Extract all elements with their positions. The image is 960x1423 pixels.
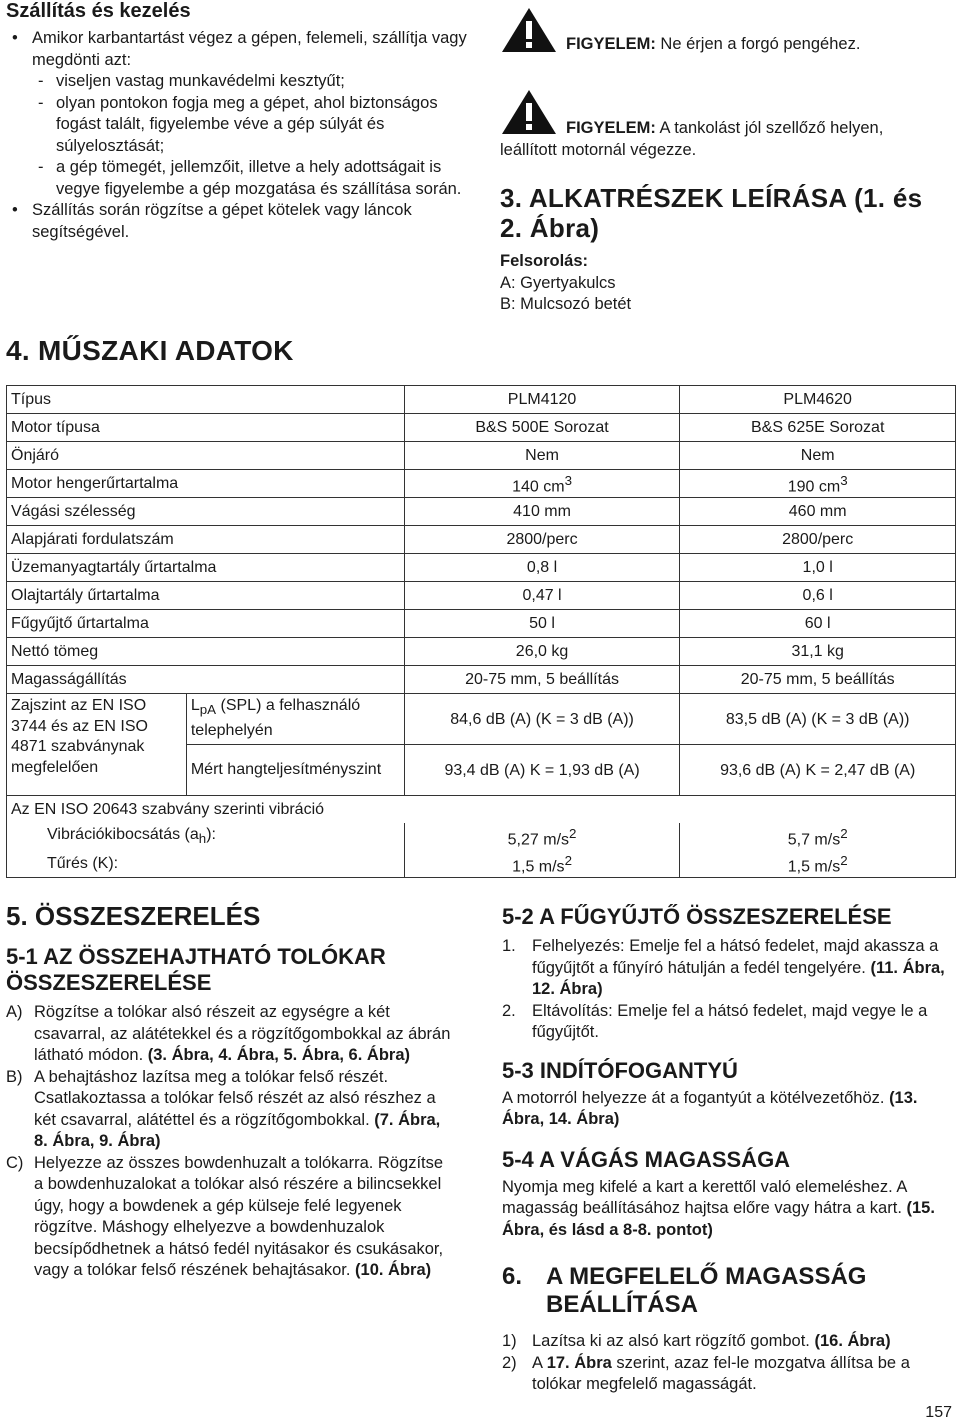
lwa-label: Mért hangteljesítményszint (186, 745, 404, 796)
vib-subscript: h (198, 831, 207, 847)
step-text: Lazítsa ki az alsó kart rögzítő gombot. (532, 1332, 815, 1350)
spec-label: Motor hengerűrtartalma (7, 470, 405, 498)
table-row (7, 850, 956, 878)
superscript: 2 (564, 852, 572, 868)
bullet-text: Szállítás során rögzítse a gépet kötelek vagy láncok segítségével. (32, 201, 412, 241)
spec-value-plm4620: 460 mm (680, 498, 956, 526)
part-b: B: Mulcsozó betét (500, 295, 632, 313)
section-5-title: 5. ÖSSZESZERELÉS (6, 901, 261, 931)
table-row (7, 498, 956, 526)
lpa-label (186, 694, 404, 745)
table-row (7, 610, 956, 638)
step-text: Rögzítse a tolókar alsó részeit az egységre a két csavarral, az alátétekkel és a rögzítőgombokkal az ábrán látható módon. (34, 1003, 451, 1064)
superscript: 2 (569, 825, 577, 841)
step-marker: A) (6, 1003, 23, 1021)
section-6-number: 6. (502, 1263, 523, 1290)
dash-text: viseljen vastag munkavédelmi kesztyűt; (56, 72, 345, 90)
section-5-right (502, 904, 948, 1396)
table-row (7, 386, 956, 414)
table-row (7, 442, 956, 470)
step-b (6, 1067, 456, 1153)
lwa-value-plm4120: 93,4 dB (A) K = 1,93 dB (A) (404, 745, 680, 796)
lpa-value-plm4620: 83,5 dB (A) (K = 3 dB (A)) (680, 694, 956, 745)
bullet-text: Amikor karbantartást végez a gépen, felemeli, szállítja vagy megdönti azt: (32, 29, 467, 69)
value-text: 5,27 m/s (507, 831, 570, 849)
spec-value-plm4620: 0,6 l (680, 582, 956, 610)
superscript: 2 (840, 825, 848, 841)
spec-value-plm4620: 1,0 l (680, 554, 956, 582)
warning-label: FIGYELEM: (566, 35, 656, 53)
vibration-emission-label (7, 823, 405, 850)
warning-text: A tankolást jól szellőző helyen, leállított motornál végezze. (500, 119, 884, 159)
spec-value-plm4120: Nem (404, 442, 680, 470)
warning-triangle-icon (500, 88, 558, 136)
noise-label: Zajszint az EN ISO 3744 és az EN ISO 4871 szabványnak megfelelően (7, 694, 187, 796)
spec-label: Önjáró (7, 442, 405, 470)
section-6-text: A MEGFELELŐ MAGASSÁG BEÁLLÍTÁSA (546, 1263, 867, 1318)
figure-ref: (15. Ábra, és lásd a 8-8. pontot) (502, 1199, 935, 1239)
vib-pre: Vibrációkibocsátás (a (47, 825, 199, 843)
section-6-title (502, 1263, 948, 1319)
step-figure-ref: (11. Ábra, 12. Ábra) (532, 958, 945, 998)
section-5-3-title: 5-3 INDÍTÓFOGANTYÚ (502, 1057, 738, 1083)
table-row (7, 694, 956, 745)
vibration-value-plm4620 (680, 823, 956, 850)
spec-table (6, 385, 956, 878)
table-row (7, 554, 956, 582)
spec-label: Vágási szélesség (7, 498, 405, 526)
step-text: Eltávolítás: Emelje fel a hátsó fedelet, majd vegye le a fűgyűjtőt. (532, 1001, 928, 1041)
step-marker: 1. (502, 937, 516, 955)
spec-value-plm4120: PLM4120 (404, 386, 680, 414)
lpa-subscript: pA (199, 702, 217, 718)
spec-label: Motor típusa (7, 414, 405, 442)
value-text: 1,5 m/s (512, 858, 565, 876)
dash-text: a gép tömegét, jellemzőit, illetve a hely adottságait is vegye figyelembe a gép mozgatása és szállítása során. (56, 158, 462, 198)
section-4-title: 4. MŰSZAKI ADATOK (6, 335, 294, 366)
spec-value-plm4620 (680, 470, 956, 498)
superscript: 3 (840, 472, 848, 488)
value-text: 140 cm (512, 478, 565, 496)
superscript: 3 (564, 472, 572, 488)
transport-title: Szállítás és kezelés (6, 0, 191, 22)
lpa-l: L (190, 697, 200, 715)
section-5-4-title: 5-4 A VÁGÁS MAGASSÁGA (502, 1146, 791, 1172)
spec-value-plm4120: B&S 500E Sorozat (404, 414, 680, 442)
step-1 (502, 936, 948, 1001)
step-marker: B) (6, 1067, 23, 1086)
table-row (7, 638, 956, 666)
step-1 (502, 1331, 948, 1353)
table-row (7, 796, 956, 824)
transport-dash-3: - a gép tömegét, jellemzőit, illetve a hely adottságait is vegye figyelembe a gép mozgatása és szállítása során. (38, 158, 462, 198)
superscript: 2 (840, 852, 848, 868)
tolerance-value-plm4620 (680, 850, 956, 878)
section-5-1-title: 5-1 AZ ÖSSZEHAJTHATÓ TOLÓKAR ÖSSZESZERELÉSE (6, 944, 386, 995)
table-row (7, 666, 956, 694)
spec-value-plm4620: Nem (680, 442, 956, 470)
table-row (7, 470, 956, 498)
step-marker: 1) (502, 1332, 517, 1350)
section-5-2-title: 5-2 A FŰGYŰJTŐ ÖSSZESZERELÉSE (502, 904, 892, 929)
tolerance-value-plm4120 (404, 850, 680, 878)
warning-2 (500, 88, 940, 161)
right-top-column (500, 6, 940, 316)
value-text: 5,7 m/s (787, 831, 841, 849)
step-marker: C) (6, 1153, 24, 1172)
value-text: 1,5 m/s (787, 858, 841, 876)
step-2 (502, 1353, 948, 1396)
spec-label: Olajtartály űrtartalma (7, 582, 405, 610)
part-a: A: Gyertyakulcs (500, 273, 616, 292)
step-text: szerint, azaz fel-le mozgatva állítsa be a tolókar megfelelő magasságát. (532, 1353, 910, 1393)
transport-bullet-2: • Szállítás során rögzítse a gépet kötelek vagy láncok segítségével. (12, 201, 412, 241)
spec-value-plm4620: PLM4620 (680, 386, 956, 414)
step-text: Helyezze az összes bowdenhuzalt a tolókarra. Rögzítse a bowdenhuzalokat a tolókar alsó részére a bilincsekkel úgy, hogy a bowdenek a gép külseje felé legyenek rögzítve. Máshogy elhelyezve a bowdenhuzalok becsípődhetnek a hátsó fedél nyitásakor és csukásakor, vagy a tolókar felső részének behajtásakor. (34, 1153, 444, 1279)
warning-text: Ne érjen a forgó pengéhez. (655, 35, 861, 53)
spec-value-plm4120: 0,47 l (404, 582, 680, 610)
vib-post: ): (206, 825, 216, 843)
spec-value-plm4620: B&S 625E Sorozat (680, 414, 956, 442)
lpa-value-plm4120: 84,6 dB (A) (K = 3 dB (A)) (404, 694, 680, 745)
lwa-value-plm4620: 93,6 dB (A) K = 2,47 dB (A) (680, 745, 956, 796)
spec-label: Alapjárati fordulatszám (7, 526, 405, 554)
spec-value-plm4120: 2800/perc (404, 526, 680, 554)
spec-label: Magasságállítás (7, 666, 405, 694)
spec-label: Üzemanyagtartály űrtartalma (7, 554, 405, 582)
section-5-3-text (502, 1088, 948, 1131)
page-number: 157 (925, 1404, 952, 1421)
dash-text: olyan pontokon fogja meg a gépet, ahol biztonságos fogást talált, figyelembe véve a gép súlyát és súlyelosztását; (56, 93, 438, 155)
section-5-left (6, 902, 456, 1282)
value-text: 190 cm (787, 478, 841, 496)
spec-value-plm4620: 2800/perc (680, 526, 956, 554)
step-figure-ref: (10. Ábra) (355, 1261, 432, 1279)
section-3-title: 3. ALKATRÉSZEK LEÍRÁSA (1. és 2. Ábra) (500, 183, 923, 243)
spec-value-plm4120: 26,0 kg (404, 638, 680, 666)
paragraph-text: Nyomja meg kifelé a kart a kerettől való elemeléshez. A magasság beállításához hajtsa előre vagy hátra a kart. (502, 1177, 907, 1217)
section-5-4-text (502, 1177, 948, 1242)
vibration-value-plm4120 (404, 823, 680, 850)
spec-value-plm4120: 20-75 mm, 5 beállítás (404, 666, 680, 694)
table-row (7, 526, 956, 554)
tolerance-label: Tűrés (K): (7, 850, 405, 878)
spec-value-plm4620: 20-75 mm, 5 beállítás (680, 666, 956, 694)
step-marker: 2. (502, 1001, 516, 1020)
step-figure-ref: (16. Ábra) (814, 1332, 891, 1350)
spec-value-plm4120: 0,8 l (404, 554, 680, 582)
spec-label: Típus (7, 386, 405, 414)
transport-dash-1: - viseljen vastag munkavédelmi kesztyűt; (38, 72, 345, 90)
step-a (6, 1002, 456, 1067)
step-text: A behajtáshoz lazítsa meg a tolókar felső részét. Csatlakoztassa a tolókar felső részét az alsó részhez a két csavarral, alátéttel és a rögzítőgombokkal. (34, 1067, 436, 1129)
step-figure-ref: 17. Ábra (546, 1353, 612, 1372)
table-row (7, 414, 956, 442)
transport-section (6, 0, 476, 243)
transport-dash-2: - olyan pontokon fogja meg a gépet, ahol biztonságos fogást talált, figyelembe véve a gép súlyát és súlyelosztását; (38, 93, 438, 155)
spec-label: Fűgyűjtő űrtartalma (7, 610, 405, 638)
paragraph-text: A motorról helyezze át a fogantyút a kötélvezetőhöz. (502, 1088, 890, 1107)
step-marker: 2) (502, 1353, 517, 1372)
warning-label: FIGYELEM: (566, 119, 656, 137)
vibration-label: Az EN ISO 20643 szabvány szerinti vibráció (7, 796, 956, 824)
lpa-rest: (SPL) a felhasználó telephelyén (190, 697, 361, 740)
step-2 (502, 1001, 948, 1044)
spec-label: Nettó tömeg (7, 638, 405, 666)
step-figure-ref: (3. Ábra, 4. Ábra, 5. Ábra, 6. Ábra) (147, 1046, 410, 1064)
spec-value-plm4120 (404, 470, 680, 498)
figure-ref: (13. Ábra, 14. Ábra) (502, 1088, 918, 1128)
parts-list-label: Felsorolás: (500, 252, 589, 270)
step-text: Felhelyezés: Emelje fel a hátsó fedelet, majd akassza a fűgyűjtőt a fűnyíró hátulján a fedél tengelyére. (532, 937, 939, 977)
step-c (6, 1153, 456, 1282)
step-text: A (532, 1353, 547, 1372)
table-row (7, 823, 956, 850)
step-figure-ref: (7. Ábra, 8. Ábra, 9. Ábra) (34, 1110, 441, 1150)
spec-value-plm4620: 60 l (680, 610, 956, 638)
transport-bullet-1: • Amikor karbantartást végez a gépen, felemeli, szállítja vagy megdönti azt: (12, 29, 467, 69)
warning-1 (500, 6, 940, 80)
spec-value-plm4120: 410 mm (404, 498, 680, 526)
table-row (7, 582, 956, 610)
spec-value-plm4120: 50 l (404, 610, 680, 638)
warning-triangle-icon (500, 6, 558, 54)
spec-value-plm4620: 31,1 kg (680, 638, 956, 666)
